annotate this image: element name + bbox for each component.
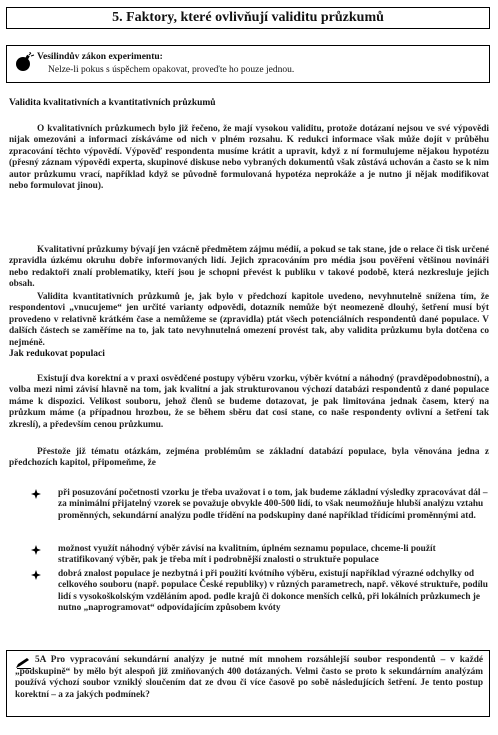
list-item-text: možnost využít náhodný výběr závisí na kvalitním, úplném seznamu populace, chceme-li použít stratifikovaný výběr, pak je třeba mít i podrobnější znalosti o struktuře populace (58, 544, 436, 566)
four-diamond-bullet-icon (31, 489, 41, 499)
paragraph: O kvalitativních průzkumech bylo již řečeno, že mají vysokou validitu, protože dotázaní nejsou ve své výpovědi nijak omezováni a informaci získáváme od nich v plném rozsahu. K redukci informace však může dojít v průběhu zpracování těchto výpovědí. Výpověď respondenta musíme krátit a upravit, když z ní formulujeme nějakou hypotézu (přesný záznam výpovědi experta, skupinové diskuse nebo vybraných dokumentů však zůstává uchován a často se k nim autor průzkumu vrací, například když se původně formulovaná hypotéza neprokáže a je nutno ji nějak modifikovat nebo formulovat jinou). (9, 124, 489, 192)
law-box (6, 45, 490, 83)
section-heading-validity: Validita kvalitativních a kvantitativních průzkumů (9, 98, 216, 108)
task-box (6, 650, 490, 717)
paragraph: Existují dva korektní a v praxi osvědčené postupy výběru vzorku, výběr kvótní a náhodný (pravděpodobnostní), a volba mezi nimi závisí hlavně na tom, jak kvalitní a jak strukturovanou výchozí databázi respondentů z dané populace máme k dispozici. Velikost souboru, jehož členů se budeme dotazovat, je pak limitována jednak časem, který na průzkum máme (a případnou hrozbou, že se během sběru dat cosi stane, co naše respondenty ovlivní a šetření tak zkreslí), a především cenou průzkumu. (9, 374, 489, 430)
section-heading-population: Jak redukovat populaci (9, 349, 105, 359)
pencil-writing-icon (15, 657, 33, 669)
page-title: 5. Faktory, které ovlivňují validitu průzkumů (6, 7, 490, 29)
paragraph: Kvalitativní průzkumy bývají jen vzácně předmětem zájmu médií, a pokud se tak stane, jde o relace či tisk určené zpravidla úzkému okruhu dobře informovaných lidí. Jejich zpracováním pro média jsou pověřeni většinou novináři nebo redaktoři znalí problematiky, kteří jsou je schopni převést k publiku v takové podobě, která nezkresluje jejich obsah. (9, 245, 489, 290)
paragraph: Přestože již tématu otázkám, zejména problémům se základní databází populace, byla věnována jedna z předchozích kapitol, připomeňme, že (9, 447, 489, 469)
list-item-text: při posuzování početnosti vzorku je třeba uvažovat i o tom, jak budeme základní výsledky zpracovávat dál – za minimální přijatelný vzorek se považuje obvykle 400-500 lidí, to však neumožňuje hlubší analýzu vztahu proměnných, sekundární analýzu podle třídění na podskupiny dané například třídícími proměnnými atd. (58, 488, 488, 521)
list-item-text: dobrá znalost populace je nezbytná i při použití kvótního výběru, existují například výrazné odchylky od celkového souboru (např. populace České republiky) v různých parametrech, např. věkové struktuře, podílu lidí s vysokoškolským vzděláním apod. podle krajů či dokonce menších celků, při lokálních průzkumech je nutno „naprogramovat“ odpovídajícím způsobem kvóty (58, 569, 488, 614)
task-text: Pro vypracování sekundární analýzy je nutné mít mnohem rozsáhlejší soubor respondentů – v každé „podskupině“ by mělo být alespoň již zmiňovaných 400 dotázaných. Velmi často se proto k sekundárním analýzám používá výchozí soubor vzniklý sloučením dat ze dvou či více časově po sobě následujících šetření. Je tento postup korektní – a za jakých podmínek? (15, 655, 483, 700)
bomb-icon (14, 52, 36, 72)
task-id: 5A (35, 655, 46, 665)
law-title: Vesilindův zákon experimentu: (37, 52, 163, 62)
law-text: Nelze-li pokus s úspěchem opakovat, proveďte ho pouze jednou. (48, 65, 295, 75)
four-diamond-bullet-icon (31, 545, 41, 555)
four-diamond-bullet-icon (31, 570, 41, 580)
paragraph: Validita kvantitativních průzkumů je, jak bylo v předchozí kapitole uvedeno, nevyhnutelně snížena tím, že respondentovi „vnucujeme“ jen určité varianty odpovědi, dotazník nemůže být neomezeně dlouhý, šetření musí být provedeno v relativně krátkém čase a nemůžeme se (zpravidla) ptát všech potenciálních respondentů dané populace. V dalších částech se zaměříme na to, jak tato nevyhnutelná omezení provést tak, aby validita průzkumu byla dotčena co nejméně. (9, 292, 489, 348)
task-text-block (15, 655, 483, 701)
